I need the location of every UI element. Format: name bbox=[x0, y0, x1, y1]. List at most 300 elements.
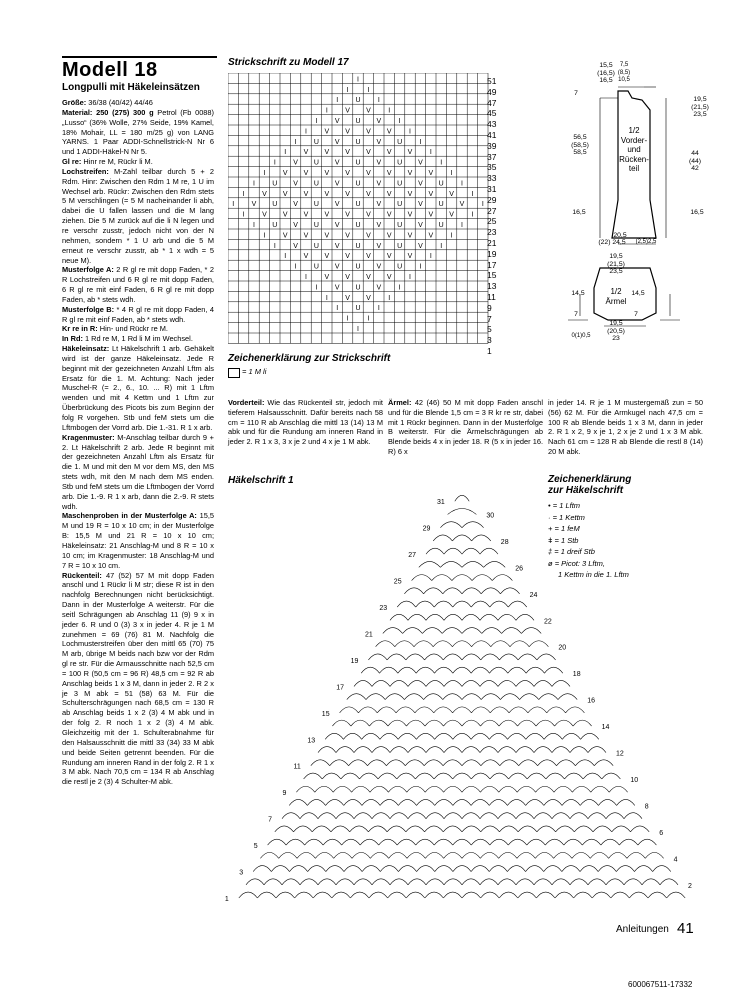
crochet-row-label: 27 bbox=[408, 552, 416, 560]
crochet-arc bbox=[547, 707, 566, 713]
stitch-symbol: V bbox=[376, 263, 382, 271]
crochet-arc bbox=[510, 641, 529, 647]
crochet-arc bbox=[462, 720, 481, 726]
stitch-symbol: V bbox=[262, 211, 267, 219]
stitch-symbol: V bbox=[334, 222, 340, 229]
stitch-symbol: V bbox=[293, 201, 298, 209]
crochet-arc bbox=[592, 892, 611, 898]
knit-legend-title: Zeichenerklärung zur Strickschrift bbox=[228, 353, 391, 364]
crochet-arc bbox=[554, 852, 572, 858]
crochet-arc bbox=[443, 760, 462, 766]
crochet-arc bbox=[433, 535, 452, 541]
crochet-arc bbox=[574, 892, 593, 898]
crochet-arc bbox=[471, 839, 490, 845]
double-crochet-symbol-icon: ǂ bbox=[548, 535, 553, 545]
knit-chart bbox=[228, 73, 490, 345]
crochet-arc bbox=[498, 747, 516, 753]
crochet-arc bbox=[598, 799, 616, 805]
crochet-arc bbox=[556, 826, 575, 832]
crochet-arc bbox=[370, 786, 388, 792]
stitch-symbol: V bbox=[386, 232, 392, 240]
crochet-row-label: 15 bbox=[321, 710, 330, 718]
crochet-arc bbox=[354, 879, 372, 885]
crochet-arc bbox=[517, 852, 535, 858]
crochet-arc bbox=[336, 879, 354, 885]
crochet-arc bbox=[369, 892, 388, 898]
crochet-arc bbox=[295, 892, 314, 898]
crochet-arc bbox=[516, 747, 534, 753]
knit-row-label: 19 bbox=[487, 248, 497, 259]
crochet-arc bbox=[276, 892, 295, 898]
stitch-symbol: V bbox=[324, 232, 330, 240]
crochet-arc bbox=[481, 892, 500, 898]
stitch-symbol: V bbox=[282, 190, 288, 198]
stitch-symbol: V bbox=[366, 232, 371, 240]
knit-row-label: 31 bbox=[487, 183, 497, 194]
crochet-row-label: 14 bbox=[601, 724, 610, 732]
crochet-arc bbox=[290, 866, 308, 872]
crochet-arc bbox=[480, 879, 498, 885]
stitch-symbol: V bbox=[334, 201, 340, 209]
crochet-arc bbox=[480, 614, 498, 620]
crochet-arc bbox=[534, 813, 552, 819]
stitch-symbol: V bbox=[386, 211, 392, 219]
stitch-symbol: U bbox=[272, 201, 278, 209]
stitch-symbol: V bbox=[345, 232, 350, 240]
crochet-arc bbox=[440, 522, 462, 528]
crochet-arc bbox=[416, 839, 435, 845]
stitch-symbol: V bbox=[418, 201, 423, 209]
crochet-arc bbox=[372, 813, 390, 819]
stitch-symbol: I bbox=[429, 149, 432, 157]
crochet-arc bbox=[499, 892, 518, 898]
stitch-symbol: V bbox=[303, 149, 309, 157]
crochet-arc bbox=[412, 575, 432, 581]
crochet-arc bbox=[360, 839, 379, 845]
legend-ch: • = 1 Lftm bbox=[548, 501, 581, 510]
stitch-symbol: I bbox=[242, 190, 245, 198]
stitch-symbol: V bbox=[303, 170, 309, 177]
stitch-symbol: V bbox=[386, 170, 392, 177]
crochet-arc bbox=[444, 747, 462, 753]
crochet-arc bbox=[352, 852, 370, 858]
crochet-arc bbox=[462, 879, 480, 885]
crochet-arc bbox=[499, 786, 517, 792]
crochet-arc bbox=[444, 680, 462, 686]
crochet-arc bbox=[435, 667, 453, 673]
crochet-arc bbox=[322, 773, 341, 779]
crochet-arc bbox=[602, 773, 621, 779]
crochet-arc bbox=[653, 866, 671, 872]
stitch-symbol: U bbox=[397, 180, 403, 188]
stitch-symbol: U bbox=[355, 305, 361, 313]
stitch-symbol: I bbox=[367, 86, 370, 94]
crochet-arc bbox=[619, 839, 638, 845]
stitch-symbol: V bbox=[282, 211, 288, 219]
crochet-arc bbox=[481, 720, 500, 726]
knit-row-label: 3 bbox=[487, 335, 492, 346]
knit-row-label: 25 bbox=[487, 216, 497, 227]
single-crochet-symbol-icon: + bbox=[548, 524, 553, 533]
page-subtitle: Longpulli mit Häkeleinsätzen bbox=[62, 82, 200, 93]
crochet-arc bbox=[372, 879, 390, 885]
stitch-symbol: I bbox=[388, 294, 391, 302]
crochet-arc bbox=[471, 866, 489, 872]
crochet-arc bbox=[490, 773, 509, 779]
stitch-symbol: V bbox=[293, 180, 298, 188]
stitch-symbol: I bbox=[440, 242, 443, 250]
crochet-arc bbox=[253, 866, 271, 872]
crochet-arc bbox=[390, 813, 408, 819]
stitch-symbol: V bbox=[324, 253, 330, 261]
stitch-symbol: I bbox=[440, 159, 443, 167]
crochet-arc bbox=[311, 760, 330, 766]
crochet-arc bbox=[462, 561, 484, 567]
crochet-arc bbox=[308, 866, 326, 872]
legend-sc: + = 1 feM bbox=[548, 524, 580, 533]
crochet-arc bbox=[398, 799, 416, 805]
stitch-symbol: U bbox=[355, 263, 361, 271]
crochet-arc bbox=[425, 654, 444, 660]
crochet-arc bbox=[536, 720, 555, 726]
vorderteil-text: Vorderteil: Wie das Rückenteil str, jedoch mit tieferem Halsausschnitt. Dafür bereits nach 58 cm = 110 R ab Anschlag die mittl 13 (14) 13 M abk und für die Rundung am inneren Rand in jeder 2. R 1 x 3, 3 x je 2 und 4 x je 1 M abk. bbox=[228, 398, 383, 447]
crochet-arc bbox=[570, 813, 588, 819]
stitch-symbol: V bbox=[376, 242, 382, 250]
stitch-symbol: I bbox=[263, 232, 266, 240]
crochet-arc bbox=[480, 786, 498, 792]
stitch-symbol: V bbox=[407, 190, 413, 198]
crochet-arc bbox=[536, 892, 555, 898]
sleeve-top: 19,5 (21,5) 23,5 bbox=[607, 253, 625, 276]
crochet-arc bbox=[588, 879, 606, 885]
stitch-symbol: V bbox=[303, 232, 309, 240]
crochet-row-label: 5 bbox=[253, 843, 258, 851]
stitch-symbol: V bbox=[366, 128, 371, 136]
back-right-bottom: 16,5 bbox=[690, 209, 704, 216]
crochet-arc bbox=[408, 680, 426, 686]
crochet-arc bbox=[387, 654, 406, 660]
crochet-arc bbox=[315, 852, 333, 858]
crochet-arc bbox=[580, 866, 598, 872]
stitch-symbol: I bbox=[398, 118, 401, 125]
crochet-legend bbox=[548, 500, 629, 581]
crochet-arc bbox=[516, 879, 534, 885]
instruction-paragraph: Kragenmuster: M-Anschlag teilbar durch 9 + 2. Lt Häkelschrift 2 arb. Jede R beginnt mit der gezeichneten Anzahl Lftm als Ersatz für die 1. M und mit den M vor dem MS, den MS stets wdh, mit den M nach dem MS enden. Stb und feM stets um die Lftmbogen der Vorrd arb. Die 1.-9. R 1 x arb, dann die 2.-9. R stets wdh. bbox=[62, 432, 214, 511]
crochet-arc bbox=[472, 575, 492, 581]
crochet-arc bbox=[528, 707, 547, 713]
crochet-arc bbox=[444, 614, 462, 620]
stitch-symbol: V bbox=[376, 118, 382, 125]
crochet-arc bbox=[519, 760, 538, 766]
crochet-arc bbox=[642, 879, 660, 885]
crochet-arc bbox=[443, 826, 462, 832]
crochet-arc bbox=[318, 747, 336, 753]
article-code: 600067511-17332 bbox=[628, 980, 693, 989]
stitch-symbol: I bbox=[253, 222, 255, 229]
crochet-arc bbox=[444, 548, 462, 554]
instruction-paragraph: Rückenteil: 47 (52) 57 M mit dopp Faden anschl und 1 Rückr li M str; diese R ist in den nachfolg Berechnungen nicht berücksichtigt. Dann in der Musterfolge A weiterstr. Für die seitl Schrägungen ab Anschlag 11 (9) 9 x in jeder 6. R und 0 (3) 3 x in jeder 4. R je 1 M zunehmen = 69 (76) 81 M. Nachfolg die Lochmusterstreifen über den mittl 65 (70) 75 M arb, übrige M beids nach bzw vor der Rdm gl re str. Für die Armausschnitte nach 52,5 cm = 100 R (50,5 cm = 96 R) 48,5 cm = 92 R ab Anschlag beids 1 x 3 M, dann in jeder 2. R 2 x je 3 M abk = 51 (58) 63 M. Für die Schulterschrägungen nach 68,5 cm = 130 R ab Anschlag beids 1 x 2 (3) 4 M abk und in der folg 2. R noch 1 x 2 (3) 4 M abk. Gleichzeitig mit der 1. Schulterabnahme für den Halsausschnitt die mittl 33 (34) 33 M abk und beide Seiten getrennt beenden. Für die Rundung am inneren Rand in der folg 2. R 1 x 3 M abk. Nach 70,5 cm = 134 R ab Anschlag die restl je 2 (3) 4 Schulter-M abk. bbox=[62, 570, 214, 787]
crochet-arc bbox=[307, 799, 325, 805]
crochet-arc bbox=[368, 654, 387, 660]
crochet-arc bbox=[361, 667, 379, 673]
crochet-row-label: 18 bbox=[572, 671, 581, 679]
crochet-arc bbox=[502, 628, 522, 634]
page-title: Modell 18 bbox=[62, 59, 158, 81]
crochet-arc bbox=[480, 852, 498, 858]
crochet-arc bbox=[526, 667, 544, 673]
stitch-symbol: V bbox=[334, 159, 340, 167]
stitch-symbol: I bbox=[315, 118, 318, 125]
stitch-symbol: V bbox=[386, 149, 392, 157]
crochet-arc bbox=[434, 707, 453, 713]
stitch-symbol: I bbox=[357, 76, 359, 84]
crochet-arc bbox=[500, 588, 519, 594]
crochet-arc bbox=[667, 892, 686, 898]
crochet-row-label: 3 bbox=[239, 869, 244, 877]
crochet-arc bbox=[448, 509, 477, 515]
stitch-symbol: U bbox=[355, 242, 361, 250]
crochet-arc bbox=[462, 826, 481, 832]
crochet-arc bbox=[557, 760, 576, 766]
crochet-arc bbox=[471, 799, 489, 805]
stitch-symbol: V bbox=[324, 274, 330, 281]
crochet-arc bbox=[499, 654, 518, 660]
crochet-arc bbox=[498, 879, 516, 885]
crochet-arc bbox=[509, 707, 528, 713]
crochet-arc bbox=[406, 826, 425, 832]
crochet-arc bbox=[432, 575, 452, 581]
crochet-arc bbox=[408, 879, 426, 885]
stitch-symbol: V bbox=[376, 159, 382, 167]
title-rule bbox=[62, 56, 217, 58]
stitch-symbol: V bbox=[376, 201, 382, 209]
stitch-symbol: V bbox=[386, 190, 392, 198]
crochet-arc bbox=[480, 680, 498, 686]
stitch-symbol: V bbox=[418, 159, 423, 167]
crochet-arc bbox=[552, 879, 570, 885]
crochet-arc bbox=[499, 826, 518, 832]
crochet-row-label: 2 bbox=[688, 882, 692, 890]
stitch-symbol: V bbox=[345, 128, 350, 136]
crochet-arc bbox=[562, 799, 580, 805]
stitch-symbol: I bbox=[388, 107, 391, 115]
stitch-symbol: I bbox=[450, 232, 453, 240]
crochet-row-label: 10 bbox=[630, 776, 639, 784]
knit-row-label: 49 bbox=[487, 86, 497, 97]
crochet-arc bbox=[545, 839, 564, 845]
crochet-arc bbox=[462, 548, 480, 554]
crochet-arc bbox=[462, 694, 481, 700]
stitch-symbol: V bbox=[407, 211, 413, 219]
crochet-row-label: 26 bbox=[515, 565, 523, 573]
crochet-arc bbox=[452, 575, 472, 581]
crochet-arc bbox=[406, 720, 425, 726]
back-right-top: 19,5 (21,5) 23,5 bbox=[691, 96, 709, 119]
purl-symbol bbox=[228, 368, 240, 378]
crochet-arc bbox=[573, 720, 592, 726]
crochet-arc bbox=[424, 588, 443, 594]
crochet-arc bbox=[518, 720, 537, 726]
crochet-arc bbox=[425, 786, 443, 792]
crochet-arc bbox=[574, 826, 593, 832]
instruction-paragraph: Material: 250 (275) 300 g Petrol (Fb 0088) „Lusso“ (36% Wolle, 27% Seide, 19% Kamel, 18% Mohair, LL = 180 m/25 g) von LANG YARNS. 1 Paar ADDI-Schnellstrick-N Nr 6 und 1 ADDI-Häkel-N Nr 5. bbox=[62, 107, 214, 157]
crochet-arc bbox=[330, 760, 349, 766]
crochet-arc bbox=[333, 786, 351, 792]
crochet-arc bbox=[425, 852, 443, 858]
crochet-arc bbox=[629, 892, 648, 898]
stitch-symbol: V bbox=[366, 253, 371, 261]
knit-row-label: 33 bbox=[487, 173, 497, 184]
crochet-row-label: 21 bbox=[365, 631, 373, 639]
stitch-symbol: I bbox=[367, 315, 370, 323]
crochet-arc bbox=[489, 799, 507, 805]
sleeve-bottom: 19,5 (20,5) 23 bbox=[607, 320, 625, 343]
crochet-arc bbox=[397, 601, 416, 607]
crochet-arc bbox=[334, 852, 352, 858]
crochet-arc bbox=[453, 601, 472, 607]
crochet-arc bbox=[606, 813, 624, 819]
sleeve-left-bottom: 7 bbox=[574, 311, 578, 318]
crochet-arc bbox=[555, 720, 574, 726]
stitch-symbol: V bbox=[334, 263, 340, 271]
crochet-arc bbox=[544, 866, 562, 872]
stitch-symbol: I bbox=[315, 284, 318, 292]
crochet-row-label: 9 bbox=[282, 790, 287, 798]
stitch-symbol: I bbox=[346, 315, 349, 323]
knit-row-label: 17 bbox=[487, 259, 497, 270]
crochet-arc bbox=[398, 733, 416, 739]
crochet-arc bbox=[518, 826, 537, 832]
crochet-arc bbox=[443, 694, 462, 700]
instruction-paragraph: Kr re in R: Hin- und Rückr re M. bbox=[62, 324, 168, 334]
stitch-symbol: V bbox=[345, 211, 350, 219]
crochet-arc bbox=[526, 866, 544, 872]
instructions-column bbox=[62, 98, 214, 787]
stitch-symbol: V bbox=[324, 170, 330, 177]
crochet-arc bbox=[408, 747, 426, 753]
crochet-arc bbox=[471, 601, 490, 607]
crochet-arc bbox=[526, 799, 544, 805]
crochet-arc bbox=[462, 852, 480, 858]
stitch-symbol: I bbox=[325, 294, 328, 302]
crochet-arc bbox=[440, 561, 462, 567]
crochet-arc bbox=[433, 641, 452, 647]
crochet-arc bbox=[326, 866, 344, 872]
stitch-symbol: I bbox=[419, 138, 422, 146]
crochet-arc bbox=[426, 747, 444, 753]
crochet-arc bbox=[453, 773, 472, 779]
crochet-arc bbox=[416, 667, 434, 673]
crochet-arc bbox=[297, 852, 315, 858]
back-bottom-1: 20,5 bbox=[613, 232, 627, 239]
crochet-arc bbox=[507, 799, 525, 805]
stitch-symbol: V bbox=[449, 211, 454, 219]
crochet-arc bbox=[434, 839, 453, 845]
crochet-arc bbox=[332, 720, 351, 726]
stitch-symbol: U bbox=[438, 201, 444, 209]
crochet-arc bbox=[554, 786, 572, 792]
stitch-symbol: V bbox=[324, 128, 330, 136]
crochet-arc bbox=[282, 813, 300, 819]
stitch-symbol: V bbox=[386, 253, 392, 261]
stitch-symbol: V bbox=[282, 232, 288, 240]
crochet-arc bbox=[362, 799, 380, 805]
crochet-arc bbox=[462, 786, 480, 792]
crochet-arc bbox=[444, 813, 462, 819]
crochet-arc bbox=[323, 839, 342, 845]
stitch-symbol: V bbox=[324, 149, 330, 157]
crochet-arc bbox=[480, 747, 498, 753]
crochet-arc bbox=[344, 799, 362, 805]
stitch-symbol: I bbox=[471, 190, 474, 198]
knit-row-label: 29 bbox=[487, 194, 497, 205]
crochet-arc bbox=[408, 813, 426, 819]
crochet-arc bbox=[609, 786, 627, 792]
crochet-arc bbox=[385, 694, 404, 700]
crochet-arc bbox=[425, 892, 444, 898]
crochet-row-label: 17 bbox=[336, 684, 344, 692]
instruction-paragraph: Gl re: Hinr re M, Rückr li M. bbox=[62, 157, 153, 167]
stitch-symbol: V bbox=[428, 232, 434, 240]
stitch-symbol: V bbox=[293, 159, 298, 167]
back-top-right: 7,5 (8,5) 10,5 bbox=[617, 62, 631, 84]
crochet-arc bbox=[453, 839, 472, 845]
knit-row-label: 43 bbox=[487, 119, 497, 130]
crochet-arc bbox=[408, 614, 426, 620]
crochet-arc bbox=[527, 839, 546, 845]
crochet-arc bbox=[566, 707, 585, 713]
crochet-arc bbox=[434, 601, 453, 607]
stitch-symbol: V bbox=[418, 222, 423, 229]
crochet-chart-title: Häkelschrift 1 bbox=[228, 475, 294, 486]
crochet-arc bbox=[294, 826, 313, 832]
crochet-arc bbox=[369, 720, 388, 726]
crochet-arc bbox=[286, 839, 305, 845]
crochet-arc bbox=[489, 667, 507, 673]
crochet-arc bbox=[443, 892, 462, 898]
crochet-arc bbox=[350, 892, 369, 898]
crochet-arc bbox=[407, 786, 425, 792]
crochet-arc bbox=[583, 773, 602, 779]
knit-row-label: 5 bbox=[487, 324, 492, 335]
crochet-row-label: 19 bbox=[350, 657, 359, 665]
crochet-arc bbox=[452, 641, 471, 647]
crochet-arc bbox=[516, 680, 534, 686]
crochet-arc bbox=[462, 760, 481, 766]
instruction-paragraph: Größe: 36/38 (40/42) 44/46 bbox=[62, 98, 153, 107]
knit-row-label: 7 bbox=[487, 313, 492, 324]
crochet-legend-title: Zeichenerklärung zur Häkelschrift bbox=[548, 474, 632, 496]
crochet-arc bbox=[415, 707, 434, 713]
crochet-arc bbox=[521, 628, 541, 634]
crochet-arc bbox=[260, 852, 278, 858]
crochet-arc bbox=[534, 747, 552, 753]
stitch-symbol: I bbox=[336, 97, 339, 105]
crochet-arc bbox=[537, 826, 556, 832]
crochet-arc bbox=[426, 680, 444, 686]
stitch-symbol: V bbox=[334, 118, 340, 125]
crochet-arc bbox=[368, 826, 387, 832]
crochet-arc bbox=[398, 667, 416, 673]
crochet-arc bbox=[582, 839, 601, 845]
knit-legend-text: = 1 M li bbox=[242, 367, 267, 376]
crochet-arc bbox=[419, 561, 441, 567]
crochet-arc bbox=[388, 892, 407, 898]
crochet-arc bbox=[462, 747, 480, 753]
stitch-symbol: I bbox=[450, 170, 453, 177]
crochet-arc bbox=[443, 588, 462, 594]
crochet-arc bbox=[336, 813, 354, 819]
